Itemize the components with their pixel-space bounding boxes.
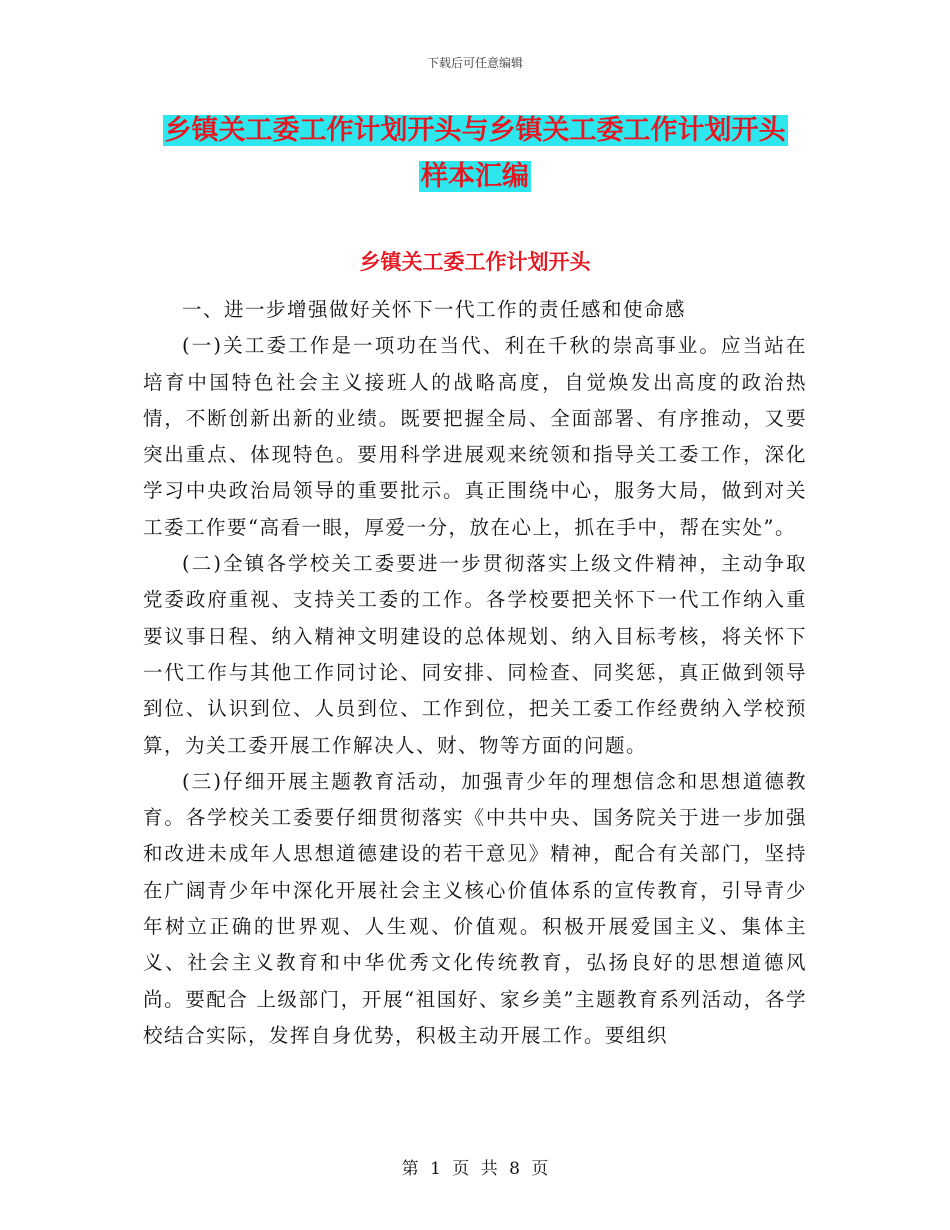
document-title-line-1: 乡镇关工委工作计划开头与乡镇关工委工作计划开头	[164, 115, 786, 146]
document-title	[140, 108, 810, 200]
paragraph: (三)仔细开展主题教育活动，加强青少年的理想信念和思想道德教育。各学校关工委要仔细贯彻落实《中共中央、国务院关于进一步加强和改进未成年人思想道德建设的若干意见》精神，配合有关部门，坚持在广阔青少年中深化开展社会主义核心价值体系的宣传教育，引导青少年树立正确的世界观、人生观、价值观。积极开展爱国主义、集体主义、社会主义教育和中华优秀文化传统教育，弘扬良好的思想道德风尚。要配合 上级部门，开展“祖国好、家乡美”主题教育系列活动，各学校结合实际，发挥自身优势，积极主动开展工作。要组织	[143, 769, 807, 1047]
document-title-line-2: 样本汇编	[421, 161, 529, 192]
section-title: 乡镇关工委工作计划开头	[359, 250, 591, 274]
paragraph-heading: 一、进一步增强做好关怀下一代工作的责任感和使命感	[182, 298, 687, 321]
header-note: 下载后可任意编辑	[426, 56, 523, 70]
page-footer: 第 1 页 共 8 页	[401, 1159, 549, 1179]
body-text	[143, 292, 807, 1054]
paragraph: (二)全镇各学校关工委要进一步贯彻落实上级文件精神，主动争取党委政府重视、支持关工委的工作。各学校要把关怀下一代工作纳入重要议事日程、纳入精神文明建设的总体规划、纳入目标考核，将关怀下一代工作与其他工作同讨论、同安排、同检查、同奖惩，真正做到领导到位、认识到位、人员到位、工作到位，把关工委工作经费纳入学校预算，为关工委开展工作解决人、财、物等方面的问题。	[143, 552, 807, 757]
paragraph: (一)关工委工作是一项功在当代、利在千秋的崇高事业。应当站在培育中国特色社会主义接班人的战略高度，自觉焕发出高度的政治热情，不断创新出新的业绩。既要把握全局、全面部署、有序推动，又要突出重点、体现特色。要用科学进展观来统领和指导关工委工作，深化学习中央政治局领导的重要批示。真正围绕中心，服务大局，做到对关工委工作要“高看一眼，厚爱一分，放在心上，抓在手中，帮在实处”。	[143, 334, 807, 539]
